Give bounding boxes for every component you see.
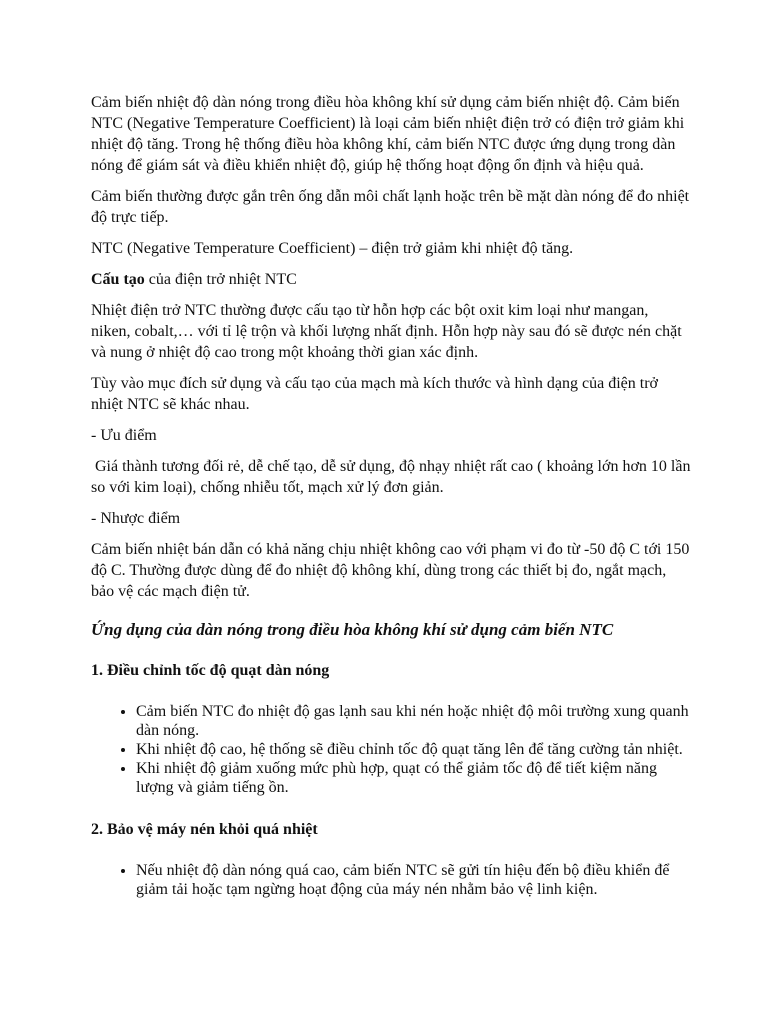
structure-bold-label: Cấu tạo <box>91 271 145 288</box>
paragraph-intro: Cảm biến nhiệt độ dàn nóng trong điều hòa không khí sử dụng cảm biến nhiệt độ. Cảm biến NTC (Negative Temperature Coefficient) là loại cảm biến nhiệt điện trở có điện trở giảm khi nhiệt độ tăng. Trong hệ thống điều hòa không khí, cảm biến NTC được ứng dụng trong dàn nóng để giám sát và điều khiển nhiệt độ, giúp hệ thống hoạt động ổn định và hiệu quả. <box>91 94 685 174</box>
section1-list <box>91 702 691 797</box>
paragraph-advantages-body: Giá thành tương đối rẻ, dễ chế tạo, dễ sử dụng, độ nhạy nhiệt rất cao ( khoảng lớn hơn 10 lần so với kim loại), chống nhiễu tốt, mạch xử lý đơn giản. <box>91 458 695 496</box>
paragraph-mounting: Cảm biến thường được gắn trên ống dẫn môi chất lạnh hoặc trên bề mặt dàn nóng để đo nhiệt độ trực tiếp. <box>91 188 690 226</box>
structure-label-rest: của điện trở nhiệt NTC <box>144 271 297 288</box>
paragraph-size-shape: Tùy vào mục đích sử dụng và cấu tạo của mạch mà kích thước và hình dạng của điện trở nhiệt NTC sẽ khác nhau. <box>91 375 658 413</box>
paragraph-advantages-label: - Ưu điểm <box>91 427 157 444</box>
paragraph-ntc-definition: NTC (Negative Temperature Coefficient) – điện trở giảm khi nhiệt độ tăng. <box>91 240 574 257</box>
application-heading: Ứng dụng của dàn nóng trong điều hòa không khí sử dụng cảm biến NTC <box>91 620 614 639</box>
section2-title: 2. Bảo vệ máy nén khỏi quá nhiệt <box>91 821 318 838</box>
list-item: • Khi nhiệt độ giảm xuống mức phù hợp, quạt có thể giảm tốc độ để tiết kiệm năng lượng và giảm tiếng ồn. <box>136 759 691 797</box>
paragraph-disadvantages-label: - Nhược điểm <box>91 510 181 527</box>
list-item: • Nếu nhiệt độ dàn nóng quá cao, cảm biến NTC sẽ gửi tín hiệu đến bộ điều khiển để giảm tải hoặc tạm ngừng hoạt động của máy nén nhằm bảo vệ linh kiện. <box>136 861 691 899</box>
paragraph-structure-body: Nhiệt điện trở NTC thường được cấu tạo từ hỗn hợp các bột oxit kim loại như mangan, niken, cobalt,… với tỉ lệ trộn và khối lượng nhất định. Hỗn hợp này sau đó sẽ được nén chặt và nung ở nhiệt độ cao trong một khoảng thời gian xác định. <box>91 302 682 361</box>
paragraph-structure-title <box>91 269 691 290</box>
section2-list <box>91 861 691 899</box>
section1-title: 1. Điều chỉnh tốc độ quạt dàn nóng <box>91 662 330 679</box>
document-page <box>91 92 695 921</box>
list-item: • Khi nhiệt độ cao, hệ thống sẽ điều chỉnh tốc độ quạt tăng lên để tăng cường tản nhiệt. <box>136 740 691 759</box>
list-item: • Cảm biến NTC đo nhiệt độ gas lạnh sau khi nén hoặc nhiệt độ môi trường xung quanh dàn nóng. <box>136 702 691 740</box>
paragraph-disadvantages-body: Cảm biến nhiệt bán dẫn có khả năng chịu nhiệt không cao với phạm vi đo từ -50 độ C tới 150 độ C. Thường được dùng để đo nhiệt độ không khí, dùng trong các thiết bị đo, ngắt mạch, bảo vệ các mạch điện tử. <box>91 541 690 600</box>
